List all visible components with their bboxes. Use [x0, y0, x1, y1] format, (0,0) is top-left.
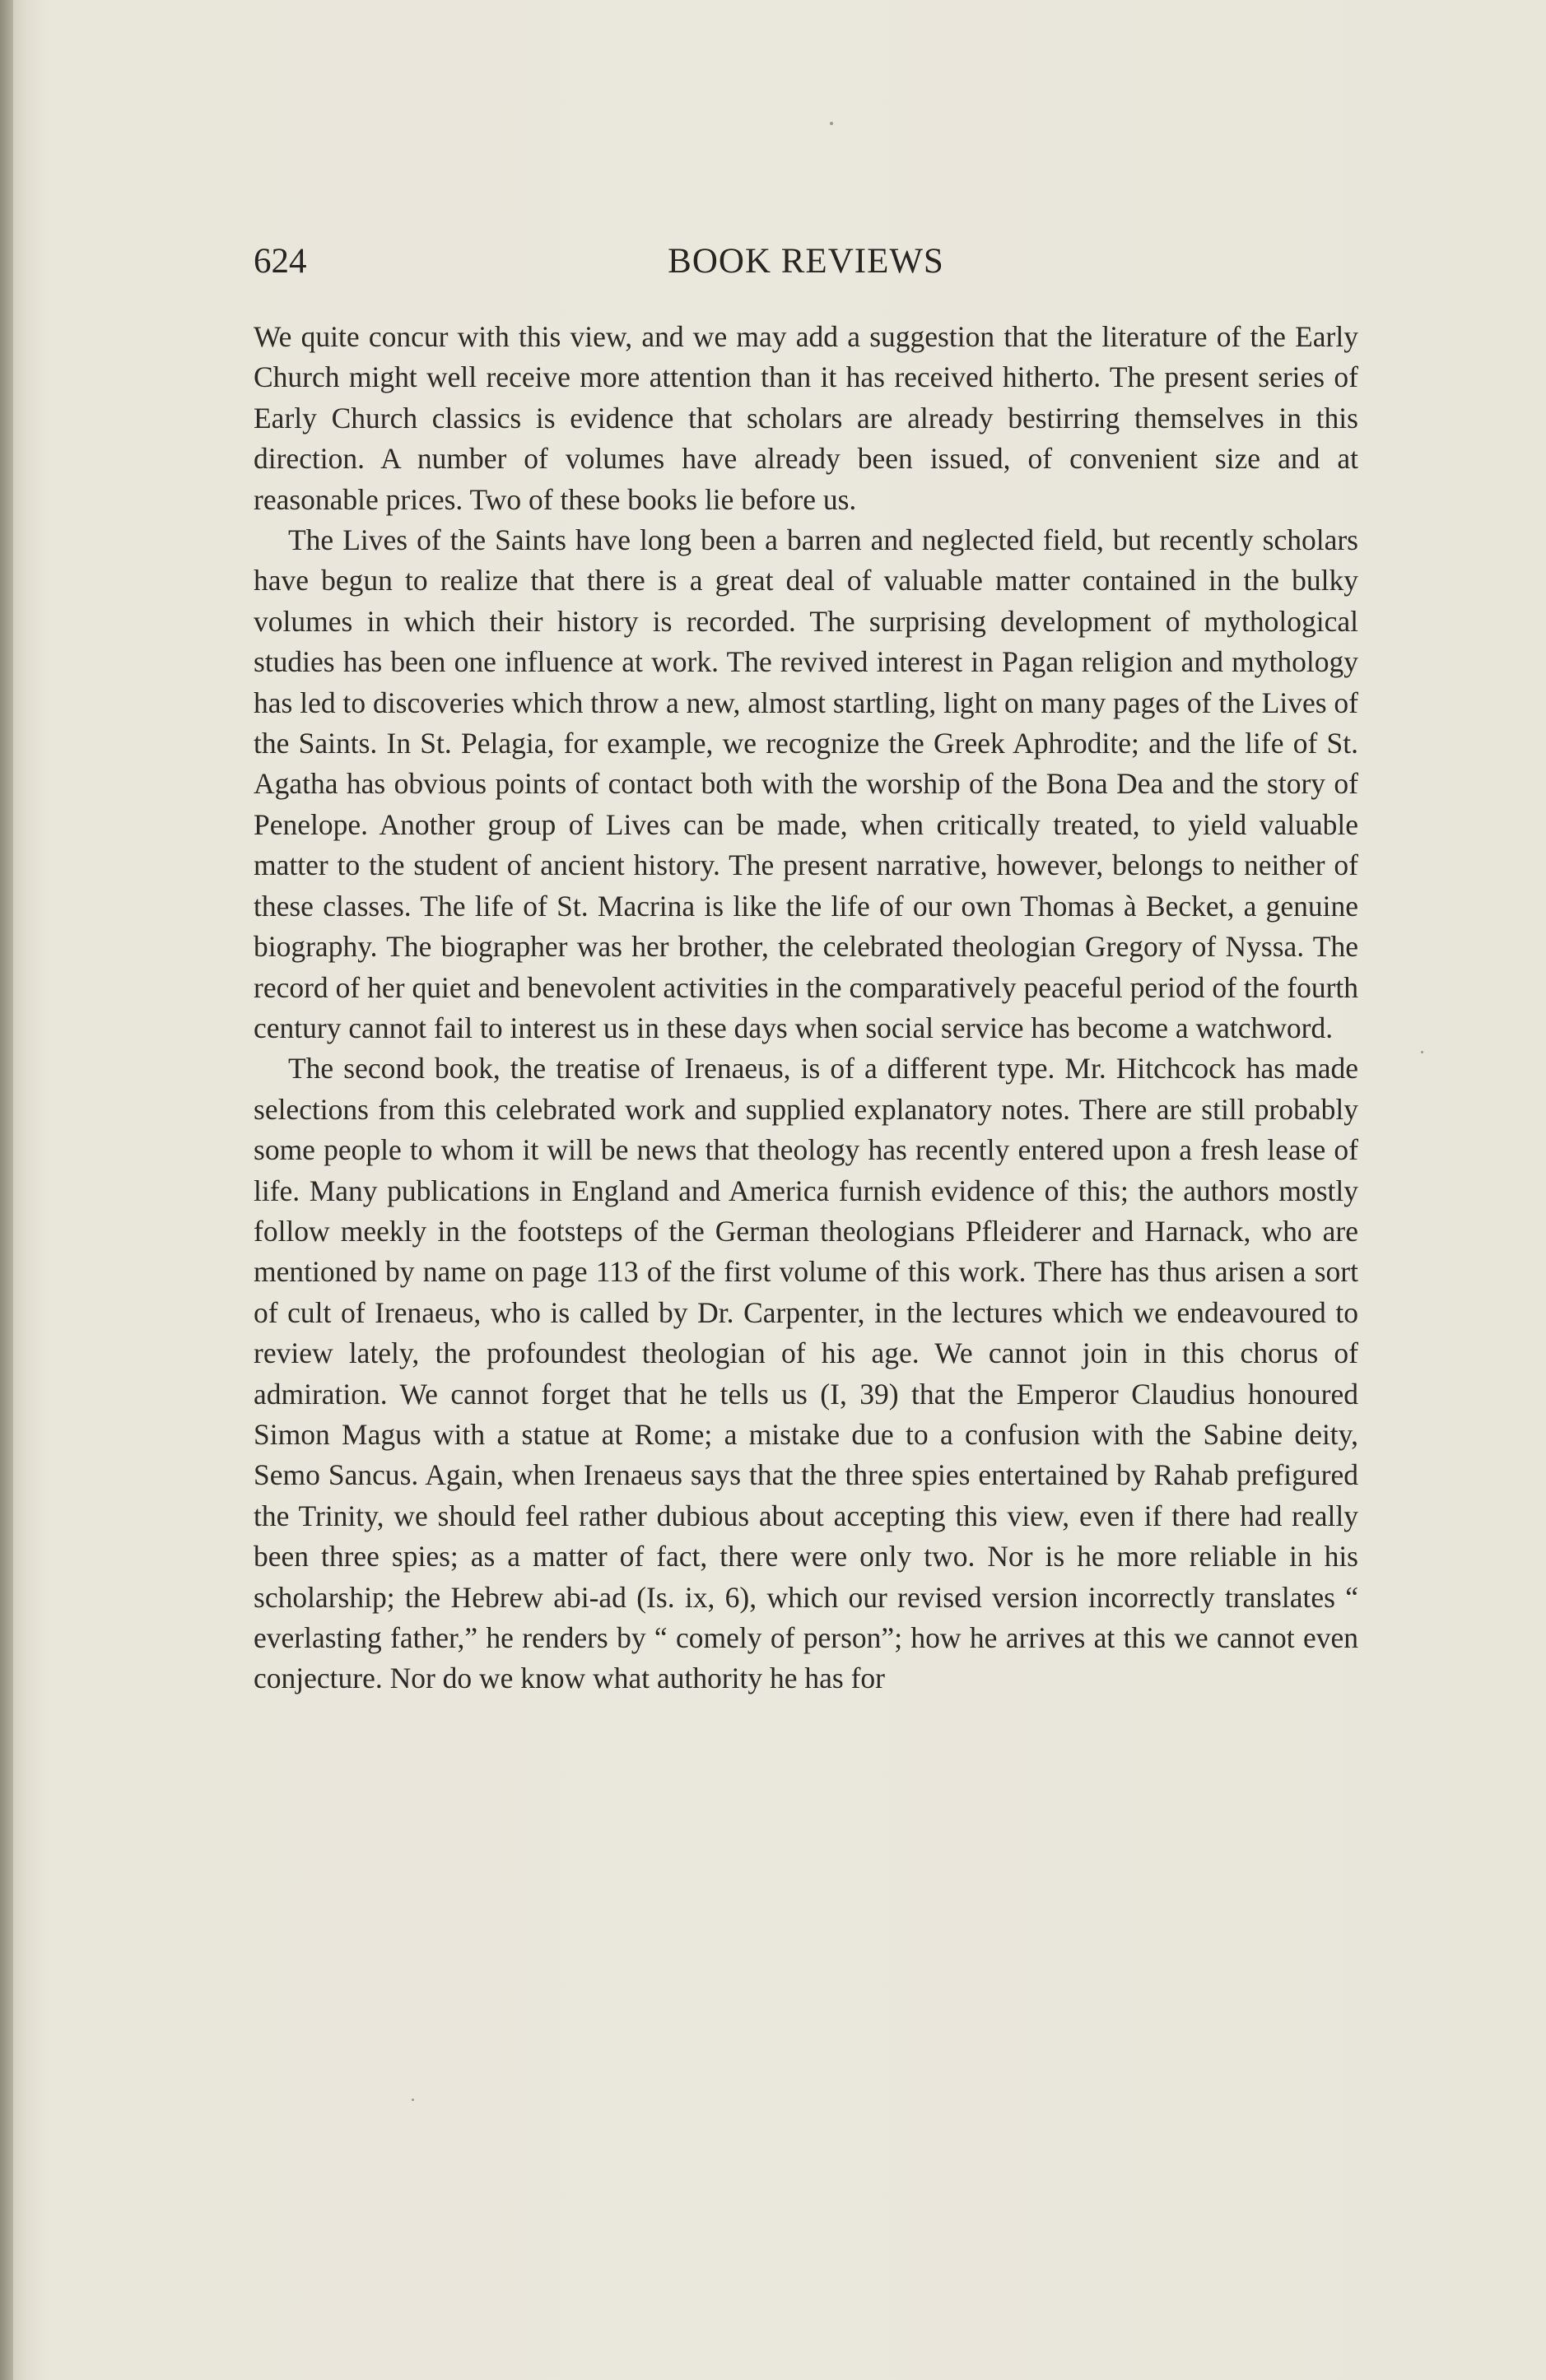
- page-header: [254, 237, 1358, 286]
- book-binding-edge: [0, 0, 13, 2380]
- paragraph-1: We quite concur with this view, and we may add a suggestion that the literature of the Early Church might well receive more attention than it has received hitherto. The present series of Early Church classics is evidence that scholars are already bestirring themselves in this direction. A number of volumes have already been issued, of convenient size and at reasonable prices. Two of these books lie before us.: [254, 320, 1358, 516]
- paragraph-2: The Lives of the Saints have long been a barren and neglected field, but recently scholars have begun to realize that there is a great deal of valuable matter contained in the bulky volumes in which their history is recorded. The surprising development of mythological studies has been one influence at work. The revived interest in Pagan religion and mythology has led to discoveries which throw a new, almost startling, light on many pages of the Lives of the Saints. In St. Pelagia, for example, we recognize the Greek Aphrodite; and the life of St. Agatha has obvious points of contact both with the worship of the Bona Dea and the story of Penelope. Another group of Lives can be made, when critically treated, to yield valuable matter to the student of ancient history. The present narrative, however, belongs to neither of these classes. The life of St. Macrina is like the life of our own Thomas à Becket, a genuine biography. The biographer was her brother, the celebrated theologian Gregory of Nyssa. The record of her quiet and benevolent activities in the comparatively peaceful period of the fourth century cannot fail to interest us in these days when social service has become a watchword.: [254, 523, 1358, 1044]
- review-body: [254, 317, 1358, 1699]
- paper-speck: [830, 122, 833, 125]
- paper-speck: [1421, 1051, 1423, 1053]
- running-head: BOOK REVIEWS: [668, 242, 944, 281]
- paragraph-3: The second book, the treatise of Irenaeus, is of a different type. Mr. Hitchcock has made selections from this celebrated work and supplied explanatory notes. There are still probably some people to whom it will be news that theology has recently entered upon a fresh lease of life. Many publications in England and America furnish evidence of this; the authors mostly follow meekly in the footsteps of the German theologians Pfleiderer and Harnack, who are mentioned by name on page 113 of the first volume of this work. There has thus arisen a sort of cult of Irenaeus, who is called by Dr. Carpenter, in the lectures which we endeavoured to review lately, the profoundest theologian of his age. We cannot join in this chorus of admiration. We cannot forget that he tells us (I, 39) that the Emperor Claudius honoured Simon Magus with a statue at Rome; a mistake due to a confusion with the Sabine deity, Semo Sancus. Again, when Irenaeus says that the three spies entertained by Rahab prefigured the Trinity, we should feel rather dubious about accepting this view, even if there had really been three spies; as a matter of fact, there were only two. Nor is he more reliable in his scholarship; the Hebrew abi-ad (Is. ix, 6), which our revised version incorrectly translates “ everlasting father,” he renders by “ comely of person”; how he arrives at this we cannot even conjecture. Nor do we know what authority he has for: [254, 1052, 1358, 1695]
- paper-speck: [412, 2099, 414, 2101]
- page-number: 624: [254, 242, 307, 281]
